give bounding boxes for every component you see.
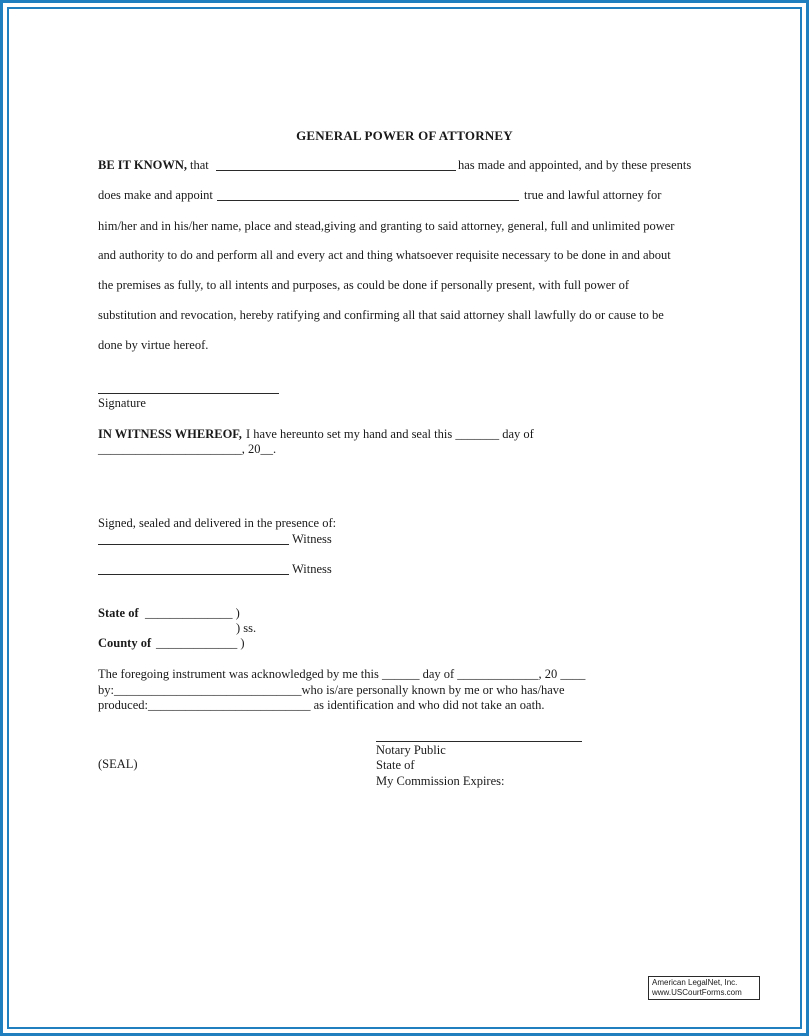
paragraph-line7: done by virtue hereof. xyxy=(98,338,209,352)
notary-state-label: State of xyxy=(376,758,415,772)
publisher-company: American LegalNet, Inc. xyxy=(652,978,738,987)
signature-line[interactable] xyxy=(98,393,279,394)
commission-expires-label: My Commission Expires: xyxy=(376,774,505,788)
witnesses-intro: Signed, sealed and delivered in the presence of: xyxy=(98,516,337,530)
paragraph-line2-a: does make and appoint xyxy=(98,188,213,202)
principal-name-blank[interactable] xyxy=(216,170,456,171)
notary-public-label: Notary Public xyxy=(376,743,446,757)
witness1-label: Witness xyxy=(292,532,332,546)
publisher-website: www.USCourtForms.com xyxy=(652,988,742,997)
acknowledgment-line2: by:______________________________who is/are personally known by me or who has/have xyxy=(98,683,565,697)
witness2-label: Witness xyxy=(292,562,332,576)
paragraph-line4: and authority to do and perform all and every act and thing whatsoever requisite necessary to be done in and about xyxy=(98,248,671,262)
state-blank[interactable]: ______________ ) xyxy=(145,606,240,620)
paragraph-line1-b: has made and appointed, and by these presents xyxy=(458,158,692,172)
in-witness-whereof-label: IN WITNESS WHEREOF, xyxy=(98,427,242,441)
witness-clause-text-a: I have hereunto set my hand and seal this _______ day of xyxy=(246,427,534,441)
seal-label: (SEAL) xyxy=(98,757,138,771)
paragraph-line1-a: that xyxy=(190,158,209,172)
notary-signature-line[interactable] xyxy=(376,741,582,742)
attorney-name-blank[interactable] xyxy=(217,200,519,201)
paragraph-line5: the premises as fully, to all intents and purposes, as could be done if personally present, with full power of xyxy=(98,278,630,292)
ss-label: ) ss. xyxy=(236,621,257,635)
document-title: GENERAL POWER OF ATTORNEY xyxy=(296,128,513,143)
paragraph-line6: substitution and revocation, hereby ratifying and confirming all that said attorney shall lawfully do or cause to be xyxy=(98,308,664,322)
acknowledgment-line3: produced:__________________________ as identification and who did not take an oath. xyxy=(98,698,545,712)
county-blank[interactable]: _____________ ) xyxy=(156,636,245,650)
publisher-footer xyxy=(648,976,760,1000)
witness2-line[interactable] xyxy=(98,574,289,575)
witness1-line[interactable] xyxy=(98,544,289,545)
acknowledgment-line1: The foregoing instrument was acknowledged by me this ______ day of _____________, 20 ____ xyxy=(98,667,586,681)
witness-clause-text-b: _______________________, 20__. xyxy=(98,442,277,456)
state-of-label: State of xyxy=(98,606,139,620)
be-it-known-label: BE IT KNOWN, xyxy=(98,158,188,172)
paragraph-line3: him/her and in his/her name, place and stead,giving and granting to said attorney, general, full and unlimited power xyxy=(98,219,675,233)
county-of-label: County of xyxy=(98,636,152,650)
signature-label: Signature xyxy=(98,396,146,410)
paragraph-line2-b: true and lawful attorney for xyxy=(524,188,662,202)
